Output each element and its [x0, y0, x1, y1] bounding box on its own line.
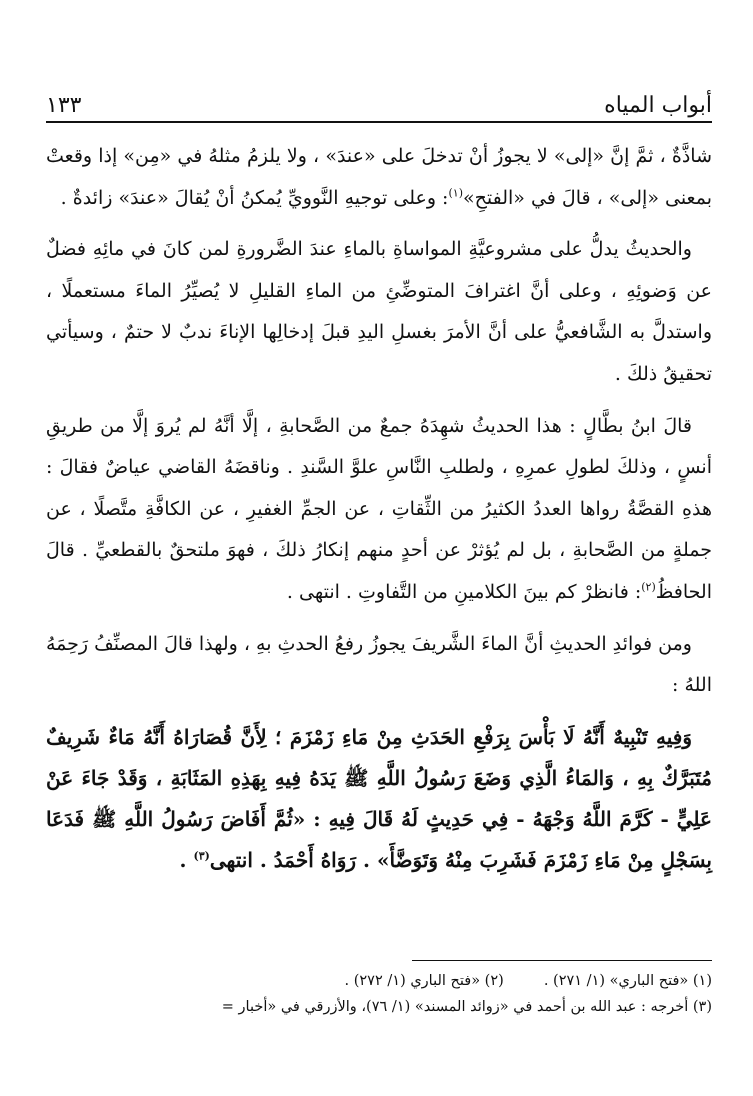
- paragraph-4: ومن فوائدِ الحديثِ أنَّ الماءَ الشَّريفَ يجوزُ رفعُ الحدثِ بهِ ، ولهذا قالَ المصنِّفُ رَحِمَهُ اللهُ :: [46, 632, 712, 697]
- footnote-1: (١) «فتح الباري» (١/ ٢٧١) .: [543, 973, 712, 989]
- footnote-row: [46, 968, 712, 994]
- footnote-2: (٢) «فتح الباري (١/ ٢٧٢) .: [344, 973, 504, 989]
- footnotes: [46, 968, 712, 1020]
- paragraph-3: قالَ ابنُ بطَّالٍ : هذا الحديثُ شهِدَهُ جمعٌ من الصَّحابةِ ، إلَّا أنَّهُ لم يُروَ إلَّا من طريقِ أنسٍ ، وذلكَ لطولِ عمرِهِ ، ولطلبِ النَّاسِ علوَّ السَّندِ . وناقضَهُ القاضي عياضٌ فقالَ : هذهِ القصَّةُ رواها العددُ الكثيرُ من الثِّقاتِ ، عن الجمِّ الغفيرِ ، عن الكافَّةِ متَّصلًا ، عن جملةٍ من الصَّحابةِ ، بل لم يُؤثرْ عن أحدٍ منهم إنكارُ ذلكَ ، فهوَ ملتحقٌ بالقطعيِّ . قالَ الحافظُ$^{(٢)}$: فانظرْ كم بينَ الكلامينِ من التَّفاوتِ . انتهى .: [46, 414, 712, 603]
- footnote-ref-3: (٣): [193, 849, 210, 863]
- footnote-3: (٣) أخرجه : عبد الله بن أحمد في «زوائد المسند» (١/ ٧٦)، والأزرقي في «أخبار =: [221, 999, 712, 1015]
- book-page: [46, 0, 712, 1096]
- footnote-ref-1: (١): [448, 186, 463, 200]
- header-divider: [46, 121, 712, 123]
- running-header: [46, 84, 712, 118]
- paragraph-2: والحديثُ يدلُّ على مشروعيَّةِ المواساةِ بالماءِ عندَ الضَّرورةِ لمن كانَ في مائِهِ فضلٌ عن وَضوئِهِ ، وعلى أنَّ اغترافَ المتوضِّئِ من الماءِ القليلِ لا يُصيِّرُ الماءَ مستعملًا ، واستدلَّ به الشَّافعيُّ على أنَّ الأمرَ بغسلِ اليدِ قبلَ إدخالِها الإناءَ ندبٌ لا حتمٌ ، وسيأتي تحقيقُ ذلكَ .: [46, 238, 712, 385]
- chapter-title: أبواب المياه: [604, 93, 712, 118]
- matn-paragraph: وَفِيهِ تَنْبِيهٌ أَنَّهُ لَا بَأْسَ بِرَفْعِ الحَدَثِ مِنْ مَاءِ زَمْزَمَ ؛ لِأَنَّ قُصَارَاهُ أَنَّهُ مَاءٌ شَرِيفٌ مُتَبَرَّكٌ بِهِ ، وَالمَاءُ الَّذِي وَضَعَ رَسُولُ اللَّهِ ﷺ يَدَهُ فِيهِ بِهَذِهِ المَثَابَةِ ، وَقَدْ جَاءَ عَنْ عَلِيٍّ - كَرَّمَ اللَّهُ وَجْهَهُ - فِي حَدِيثٍ لَهُ قَالَ فِيهِ : «ثُمَّ أَفَاضَ رَسُولُ اللَّهِ ﷺ فَدَعَا بِسَجْلٍ مِنْ مَاءِ زَمْزَمَ فَشَرِبَ مِنْهُ وَتَوَضَّأَ» . رَوَاهُ أَحْمَدُ . انتهى$^{(٣)}$ .: [46, 724, 712, 872]
- footnote-ref-2: (٢): [641, 580, 656, 594]
- main-text: [46, 136, 712, 891]
- page-number: ١٣٣: [46, 93, 82, 118]
- paragraph-1: شاذَّةٌ ، ثمَّ إنَّ «إلى» لا يجوزُ أنْ تدخلَ على «عندَ» ، ولا يلزمُ مثلهُ في «مِن» إذا وقعتْ بمعنى «إلى» ، قالَ في «الفتحِ»$^{(١)}$: وعلى توجيهِ النَّوويِّ يُمكنُ أنْ يُقالَ «عندَ» زائدةٌ .: [46, 145, 712, 209]
- footnote-divider: [412, 960, 712, 961]
